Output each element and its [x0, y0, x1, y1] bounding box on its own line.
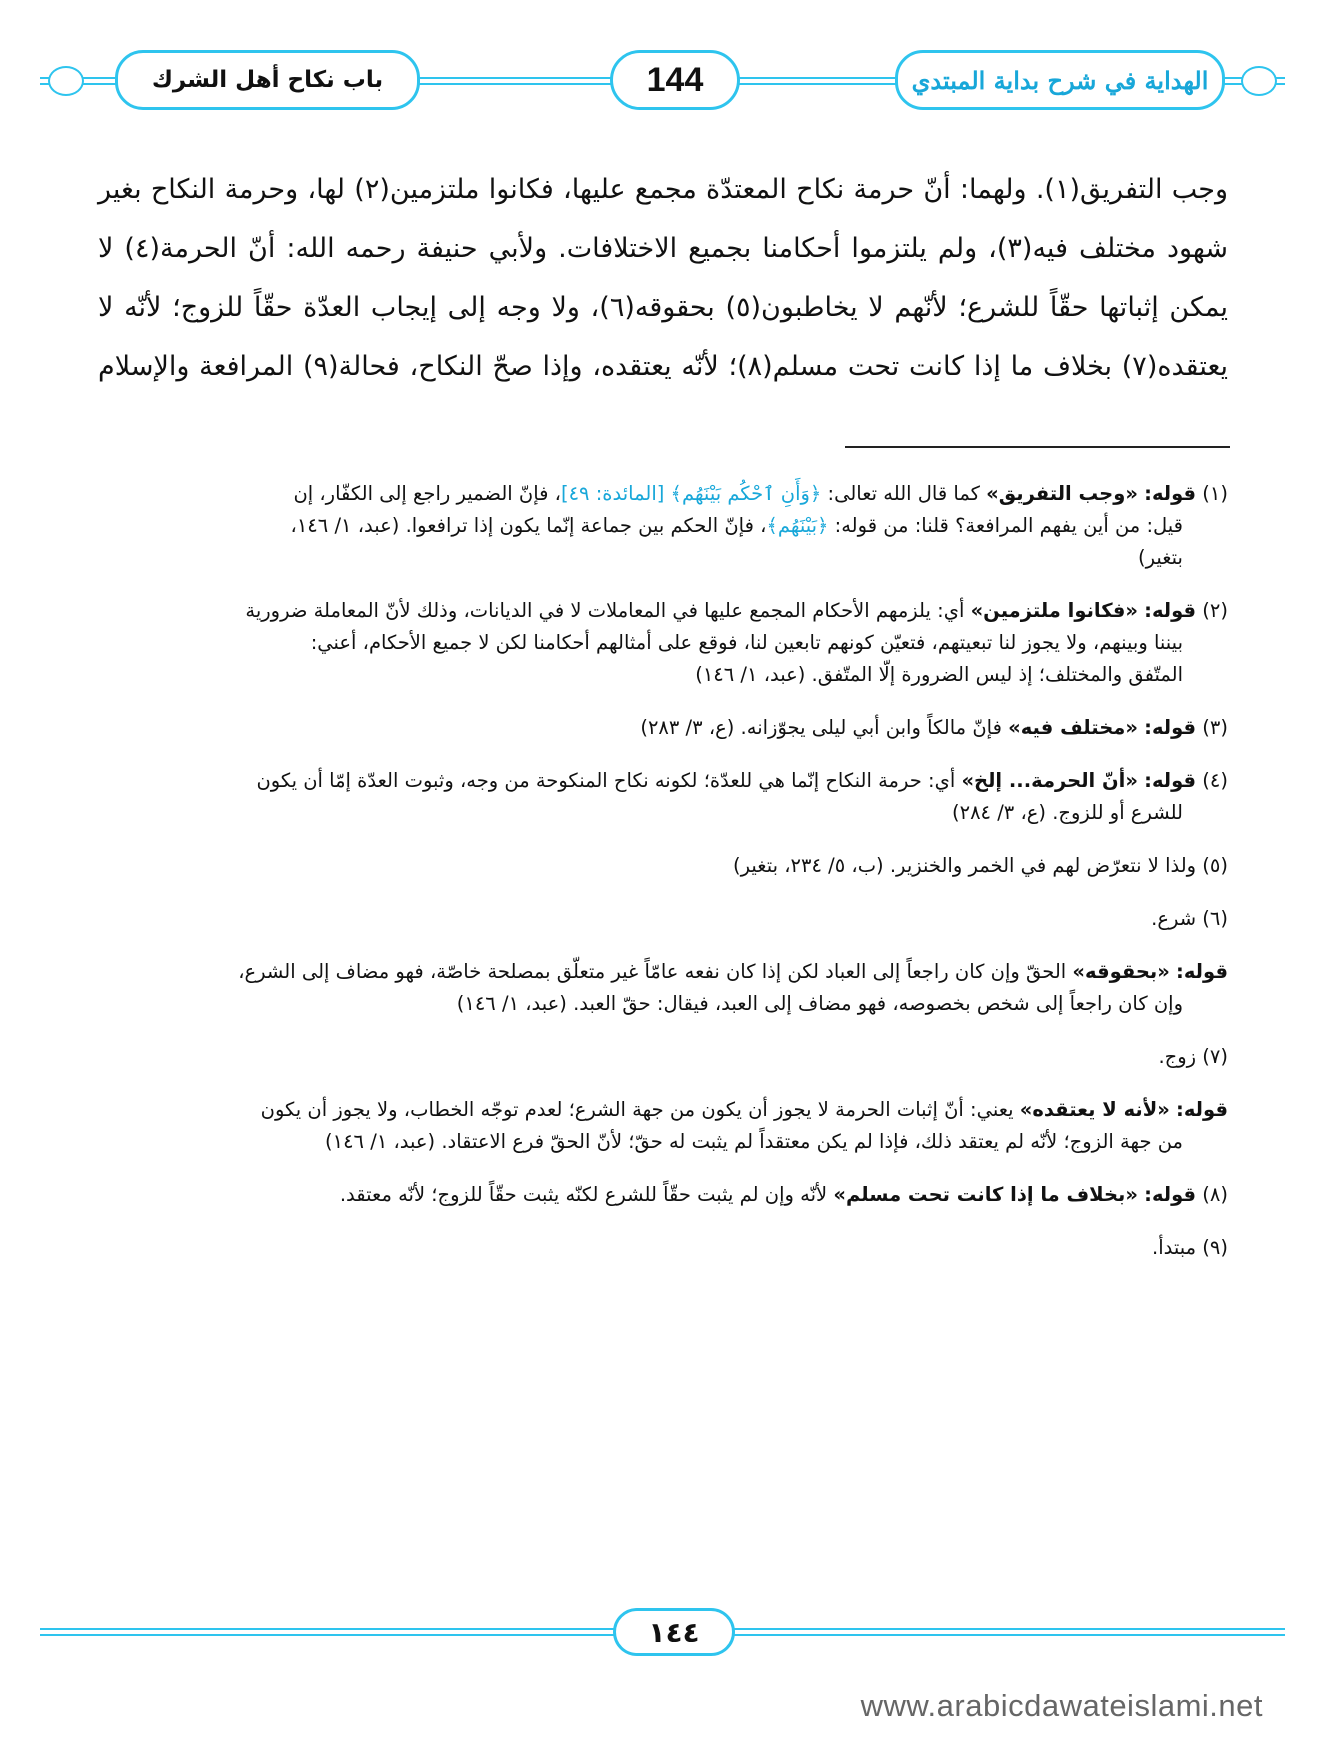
footnote-text: ، فإنّ الحكم بين جماعة إنّما يكون إذا ترافعوا. (عبد، ١/ ١٤٦،: [290, 514, 767, 537]
footnote-continuation: بتغير): [1138, 546, 1183, 569]
footnote-label: قوله:: [1144, 1183, 1197, 1206]
main-text-line: وجب التفريق(١). ولهما: أنّ حرمة نكاح المعتدّة مجمع عليها، فكانوا ملتزمين(٢) لها، وحرمة النكاح بغير: [98, 174, 1228, 205]
footnote-label: قوله:: [1144, 769, 1197, 792]
chapter-title-frame: [115, 50, 420, 110]
footnote-phrase: «مختلف فيه»: [1008, 716, 1138, 739]
footnotes: [98, 478, 1228, 1285]
book-title: الهداية في شرح بداية المبتدي: [911, 65, 1209, 95]
footnote-separator: [845, 446, 1230, 448]
header-ornament-left: [48, 66, 84, 96]
footnote-text: أي: حرمة النكاح إنّما هي للعدّة؛ لكونه نكاح المنكوحة من وجه، وثبوت العدّة إمّا أن يكون: [256, 769, 956, 792]
footnote-continuation: للشرع أو للزوج. (ع، ٣/ ٢٨٤): [951, 801, 1183, 824]
footnote-text: فإنّ مالكاً وابن أبي ليلى يجوّزانه. (ع، ٣/ ٢٨٣): [640, 716, 1002, 739]
footnote-text: ولذا لا نتعرّض لهم في الخمر والخنزير. (ب، ٥/ ٢٣٤، بتغير): [733, 854, 1197, 877]
footer-page-number: ١٤٤: [648, 1615, 700, 1649]
book-title-frame: [895, 50, 1225, 110]
page-number: 144: [646, 60, 704, 99]
footnote-text: زوج.: [1158, 1045, 1197, 1068]
footnote-number: (١): [1202, 482, 1228, 505]
website-url: www.arabicdawateislami.net: [860, 1688, 1263, 1723]
footnote-label: قوله:: [1144, 716, 1197, 739]
footnote-text: قيل: من أين يفهم المرافعة؟ قلنا: من قوله:: [834, 514, 1183, 537]
footnote-6: [98, 903, 1228, 935]
quran-verse: ﴿وَأَنِ ٱحْكُم بَيْنَهُم﴾ [المائدة: ٤٩]: [560, 482, 822, 505]
footnote-5: [98, 850, 1228, 882]
footnote-continuation: المتّفق والمختلف؛ إذ ليس الضرورة إلّا المتّفق. (عبد، ١/ ١٤٦): [695, 663, 1183, 686]
footnote-4: [98, 765, 1228, 829]
footnote-phrase: «بخلاف ما إذا كانت تحت مسلم»: [833, 1183, 1138, 1206]
footnote-continuation: وإن كان راجعاً إلى شخص بخصوصه، فهو مضاف إلى العبد، فيقال: حقّ العبد. (عبد، ١/ ١٤٦): [456, 992, 1183, 1015]
footnote-9: [98, 1232, 1228, 1264]
chapter-title: باب نكاح أهل الشرك: [151, 67, 384, 93]
footnote-phrase: «أنّ الحرمة... إلخ»: [961, 769, 1138, 792]
header-ornament-right: [1241, 66, 1277, 96]
footnote-number: (٦): [1202, 907, 1228, 930]
footnote-text: شرع.: [1151, 907, 1197, 930]
footnote-7-commentary: [98, 1094, 1228, 1158]
footnote-text: كما قال الله تعالى:: [827, 482, 980, 505]
footnote-text: مبتدأ.: [1152, 1236, 1197, 1259]
footnote-phrase: «فكانوا ملتزمين»: [970, 599, 1138, 622]
footnote-label: قوله:: [1144, 482, 1197, 505]
footnote-number: (٣): [1202, 716, 1228, 739]
footnote-continuation: بيننا وبينهم، ولا يجوز لنا تبعيتهم، فتعيّن كونهم تابعين لنا، فوقع على أمثالهم أحكامنا لكن لا جميع الأحكام، أعني:: [310, 631, 1183, 654]
footnote-number: (٨): [1202, 1183, 1228, 1206]
footnote-text: الحقّ وإن كان راجعاً إلى العباد لكن إذا كان نفعه عامّاً غير متعلّق بمصلحة خاصّة، فهو مضاف إلى الشرع،: [238, 960, 1067, 983]
main-text-line: شهود مختلف فيه(٣)، ولم يلتزموا أحكامنا بجميع الاختلافات. ولأبي حنيفة رحمه الله: أنّ الحرمة(٤) لا: [98, 233, 1228, 264]
footnote-continuation: من جهة الزوج؛ لأنّه لم يعتقد ذلك، فإذا لم يكن معتقداً لم يثبت له حقّ؛ لأنّ الحقّ فرع الاعتقاد. (عبد، ١/ ١٤٦): [325, 1130, 1183, 1153]
footnote-8: [98, 1179, 1228, 1211]
footnote-3: [98, 712, 1228, 744]
footnote-text: لأنّه وإن لم يثبت حقّاً للشرع لكنّه يثبت حقّاً للزوج؛ لأنّه معتقد.: [339, 1183, 828, 1206]
footnote-number: (٤): [1202, 769, 1228, 792]
page-footer: [40, 1608, 1285, 1658]
footnote-1: [98, 478, 1228, 574]
footnote-2: [98, 595, 1228, 691]
footnote-number: (٥): [1202, 854, 1228, 877]
main-text-line: يمكن إثباتها حقّاً للشرع؛ لأنّهم لا يخاطبون(٥) بحقوقه(٦)، ولا وجه إلى إيجاب العدّة حقّاً للزوج؛ لأنّه لا: [98, 292, 1228, 323]
quran-verse: ﴿بَيْنَهُم﴾: [766, 514, 829, 537]
footnote-text: أي: يلزمهم الأحكام المجمع عليها في المعاملات لا في الديانات، وذلك لأنّ المعاملة ضرورية: [245, 599, 965, 622]
footnote-number: (٢): [1202, 599, 1228, 622]
footer-page-number-frame: [613, 1608, 735, 1656]
footnote-text: ، فإنّ الضمير راجع إلى الكفّار، إن: [293, 482, 561, 505]
footnote-phrase: «لأنه لا يعتقده»: [1019, 1098, 1170, 1121]
page-header: [40, 44, 1285, 114]
footnote-continuation: [98, 510, 1228, 542]
page-number-frame: [610, 50, 740, 110]
footnote-number: (٩): [1202, 1236, 1228, 1259]
footnote-phrase: «بحقوقه»: [1072, 960, 1170, 983]
footnote-number: (٧): [1202, 1045, 1228, 1068]
main-text: [98, 160, 1228, 396]
footnote-label: قوله:: [1144, 599, 1197, 622]
footnote-text: يعني: أنّ إثبات الحرمة لا يجوز أن يكون من جهة الشرع؛ لعدم توجّه الخطاب، ولا يجوز أن يكون: [260, 1098, 1014, 1121]
footnote-6-commentary: [98, 956, 1228, 1020]
footnote-phrase: «وجب التفريق»: [986, 482, 1138, 505]
footnote-7: [98, 1041, 1228, 1073]
footnote-label: قوله:: [1176, 1098, 1228, 1121]
footnote-label: قوله:: [1176, 960, 1228, 983]
main-text-line: يعتقده(٧) بخلاف ما إذا كانت تحت مسلم(٨)؛ لأنّه يعتقده، وإذا صحّ النكاح، فحالة(٩) المرافعة والإسلام: [98, 351, 1229, 382]
